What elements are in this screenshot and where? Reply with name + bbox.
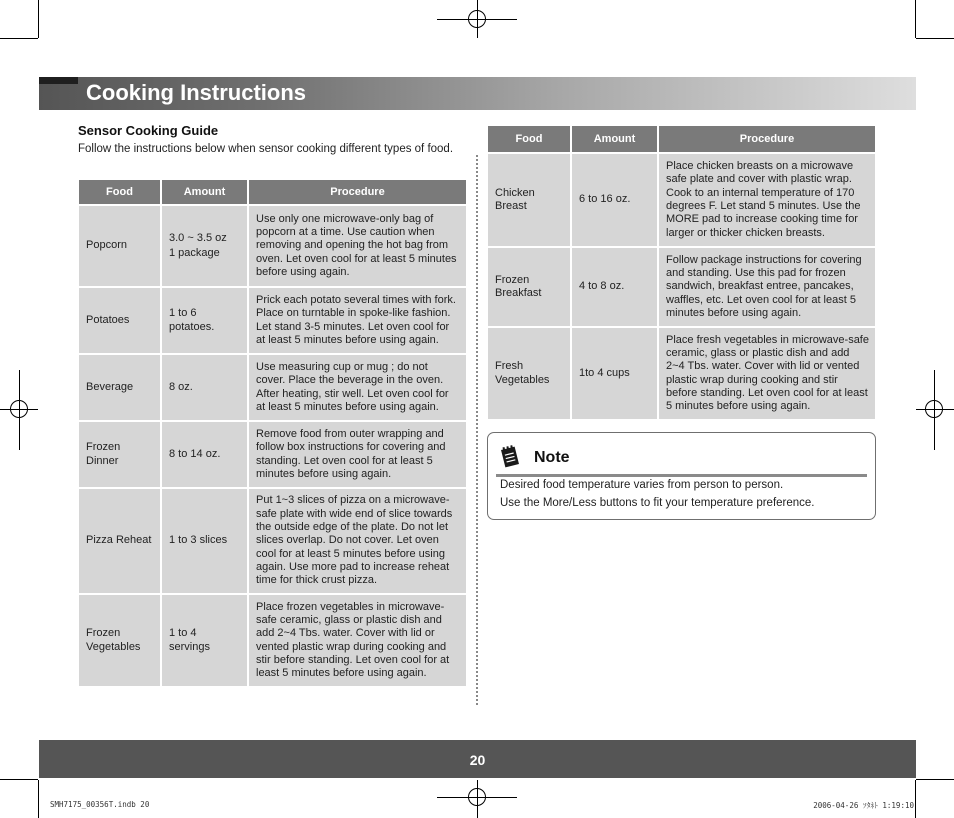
note-text: Use the More/Less buttons to fit your temperature preference. xyxy=(500,497,815,509)
procedure-cell: Prick each potato several times with fork. Place on turntable in spoke-like fashion. Let stand 3-5 minutes. Let oven cool for at least 5 minutes before using again. xyxy=(249,288,466,353)
amount-cell: 1 to 3 slices xyxy=(162,489,247,593)
column-header-procedure: Procedure xyxy=(249,180,466,204)
crop-mark xyxy=(916,779,954,780)
note-title: Note xyxy=(534,449,570,466)
crop-mark xyxy=(915,780,916,818)
note-box xyxy=(487,432,876,520)
table-row xyxy=(488,248,875,326)
crop-mark xyxy=(38,0,39,38)
note-text: Desired food temperature varies from person to person. xyxy=(500,479,784,491)
table-row xyxy=(488,328,875,419)
column-header-food: Food xyxy=(79,180,160,204)
page-title: Cooking Instructions xyxy=(86,80,306,105)
food-cell: Popcorn xyxy=(79,206,160,286)
amount-cell: 6 to 16 oz. xyxy=(572,154,657,246)
print-slug-file: SMH7175_00356T.indb 20 xyxy=(50,800,150,809)
table-header-row xyxy=(488,126,875,152)
sensor-cooking-table-continued xyxy=(486,124,877,421)
food-cell: Beverage xyxy=(79,355,160,420)
crop-mark xyxy=(916,38,954,39)
crop-mark xyxy=(915,0,916,38)
crop-mark xyxy=(0,779,38,780)
amount-cell: 1to 4 cups xyxy=(572,328,657,419)
column-header-amount: Amount xyxy=(572,126,657,152)
intro-text: Follow the instructions below when sensor cooking different types of food. xyxy=(78,143,454,155)
column-divider xyxy=(476,155,478,705)
table-header-row xyxy=(79,180,466,204)
header-tab xyxy=(39,77,78,84)
table-row xyxy=(79,288,466,353)
page-number: 20 xyxy=(469,752,486,768)
amount-cell: 1 to 4 servings xyxy=(162,595,247,686)
table-row xyxy=(79,595,466,686)
procedure-cell: Remove food from outer wrapping and follow box instructions for covering and standing. Let oven cool for at least 5 minutes before using again. xyxy=(249,422,466,487)
procedure-cell: Place chicken breasts on a microwave safe plate and cover with plastic wrap. Cook to an internal temperature of 170 degrees F. Let stand 5 minutes. Use the MORE pad to increase cooking time for larger or thicker chicken breasts. xyxy=(659,154,875,246)
procedure-cell: Follow package instructions for covering and standing. Use this pad for frozen sandwich, breakfast entree, pancakes, waffles, etc. Let oven cool for at least 5 minutes before using again. xyxy=(659,248,875,326)
food-cell: Potatoes xyxy=(79,288,160,353)
table-row xyxy=(79,206,466,286)
crop-mark xyxy=(0,38,38,39)
amount-cell: 3.0 ~ 3.5 oz 1 package xyxy=(162,206,247,286)
table-row xyxy=(79,489,466,593)
amount-cell: 8 to 14 oz. xyxy=(162,422,247,487)
food-cell: Fresh Vegetables xyxy=(488,328,570,419)
table-row xyxy=(79,355,466,420)
table-row xyxy=(488,154,875,246)
column-header-procedure: Procedure xyxy=(659,126,875,152)
food-cell: Frozen Dinner xyxy=(79,422,160,487)
food-cell: Frozen Breakfast xyxy=(488,248,570,326)
amount-cell: 4 to 8 oz. xyxy=(572,248,657,326)
column-header-food: Food xyxy=(488,126,570,152)
note-divider xyxy=(496,474,867,477)
footer-band xyxy=(39,740,916,778)
amount-cell: 8 oz. xyxy=(162,355,247,420)
column-header-amount: Amount xyxy=(162,180,247,204)
note-pad-icon xyxy=(499,445,521,469)
sensor-cooking-table xyxy=(77,178,468,688)
food-cell: Pizza Reheat xyxy=(79,489,160,593)
procedure-cell: Place fresh vegetables in microwave-safe ceramic, glass or plastic dish and add 2~4 Tbs. water. Cover with lid or vented plastic wrap during cooking and stir before standing. Let oven cool for at least 5 minutes before using again. xyxy=(659,328,875,419)
procedure-cell: Use measuring cup or mug ; do not cover. Place the beverage in the oven. After heating, stir well. Let oven cool for at least 5 minutes before using again. xyxy=(249,355,466,420)
crop-mark xyxy=(38,780,39,818)
table-row xyxy=(79,422,466,487)
food-cell: Chicken Breast xyxy=(488,154,570,246)
procedure-cell: Place frozen vegetables in microwave-safe ceramic, glass or plastic dish and add 2~4 Tbs. water. Cover with lid or vented plastic wrap during cooking and stir before standing. Let oven cool for at least 5 minutes before using again. xyxy=(249,595,466,686)
amount-cell: 1 to 6 potatoes. xyxy=(162,288,247,353)
section-title: Sensor Cooking Guide xyxy=(78,123,219,138)
print-slug-timestamp: 2006-04-26 ｿﾀﾈﾄ 1:19:10 xyxy=(813,801,914,810)
food-cell: Frozen Vegetables xyxy=(79,595,160,686)
procedure-cell: Put 1~3 slices of pizza on a microwave-safe plate with wide end of slice towards the outside edge of the plate. Do not let slices overlap. Do not cover. Let oven cool for at least 5 minutes before using again. Use more pad to increase reheat time for thick crust pizza. xyxy=(249,489,466,593)
procedure-cell: Use only one microwave-only bag of popcorn at a time. Use caution when removing and opening the hot bag from oven. Let oven cool for at least 5 minutes before using again. xyxy=(249,206,466,286)
